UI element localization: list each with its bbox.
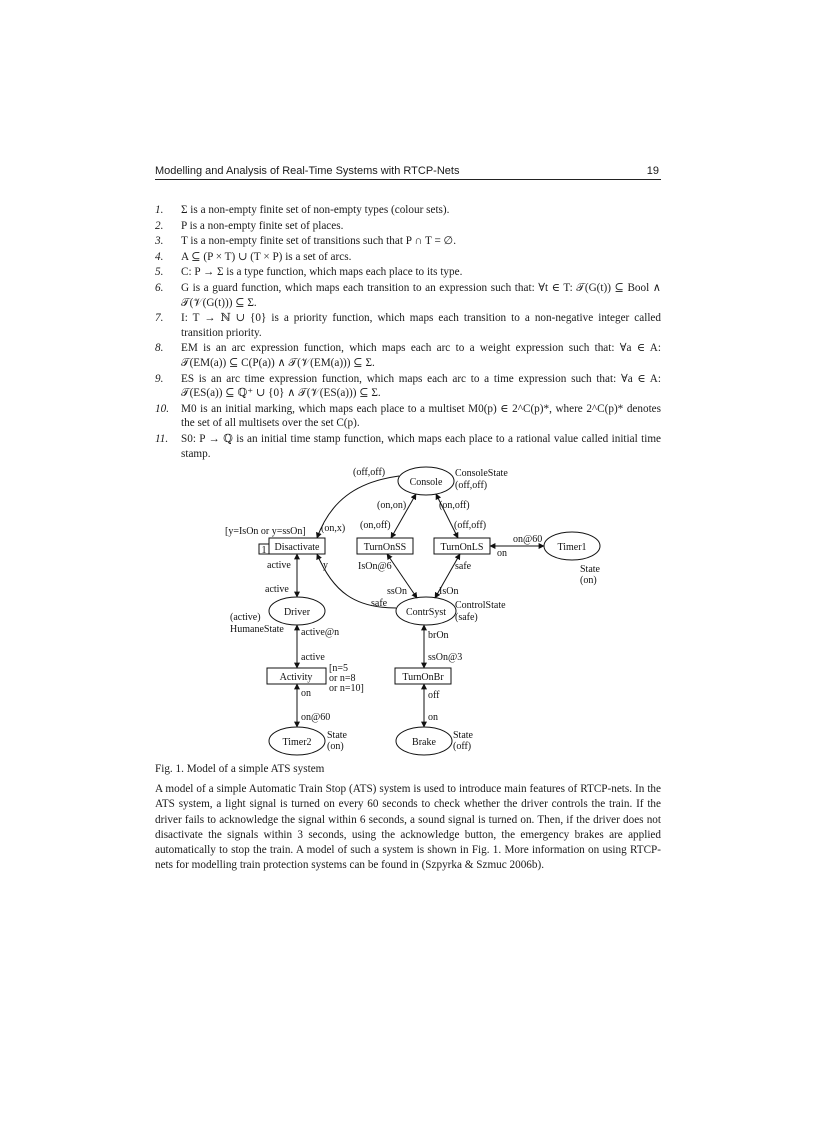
- transition-priority: 1: [261, 545, 267, 556]
- item-text: I: T → ℕ ∪ {0} is a priority function, which maps each transition to a non-negative integer called transition priority.: [181, 312, 661, 339]
- list-item: [155, 432, 661, 461]
- place-state: ConsoleState: [455, 468, 508, 479]
- arc-label: safe: [371, 598, 388, 609]
- arc-label: IsOn: [439, 586, 459, 597]
- arc-label: safe: [455, 561, 472, 572]
- arc-label: (on,off): [360, 520, 391, 531]
- arc-label: IsOn@6: [358, 561, 392, 572]
- arc-label: on@60: [301, 712, 331, 723]
- place-state: ControlState: [455, 600, 506, 611]
- arc-label: active: [265, 584, 289, 595]
- item-text: Σ is a non-empty finite set of non-empty types (colour sets).: [181, 204, 450, 216]
- item-number: 6.: [155, 281, 164, 294]
- list-item: [155, 265, 661, 280]
- page-number: 19: [646, 165, 659, 177]
- item-text: A ⊆ (P × T) ∪ (T × P) is a set of arcs.: [181, 250, 352, 263]
- list-item: [155, 341, 661, 370]
- item-text: ES is an arc time expression function, which maps each arc to a time expression such that: ∀a ∈ A: 𝒯(ES(a)) ⊆ ℚ⁺ ∪ {0} ∧ 𝒯(𝒱(ES(a))) ⊆ Σ.: [181, 372, 661, 400]
- body-paragraph: A model of a simple Automatic Train Stop (ATS) system is used to introduce main features of RTCP-nets. In the ATS system, a light signal is turned on every 60 seconds to check whether the driver controls the train. If the driver fails to acknowledge the signal within 6 seconds, a sound signal is turned on. Then, if the driver does not disactivate the signals within 3 seconds, using the acknowledge button, the emergency brakes are applied automatically to stop the train. A model of such a system is shown in Fig. 1. More information on using RTCP-nets for modelling train protection systems can be found in (Szpyrka & Szmuc 2006b).: [155, 783, 661, 872]
- place-state: HumaneState: [230, 624, 284, 635]
- list-item: [155, 250, 661, 265]
- item-number: 3.: [155, 235, 164, 248]
- item-text: G is a guard function, which maps each transition to an expression such that: ∀t ∈ T: 𝒯(G(t)) ⊆ Bool ∧ 𝒯(𝒱(G(t))) ⊆ Σ.: [181, 281, 661, 309]
- transition-label: Activity: [279, 672, 313, 683]
- place-label: Timer2: [282, 737, 312, 748]
- arc-label: active: [267, 560, 291, 571]
- arc-label: brOn: [428, 630, 449, 641]
- list-item: [155, 281, 661, 310]
- place-label: Timer1: [557, 542, 587, 553]
- petri-net-diagram: [155, 462, 661, 762]
- arc-label: ssOn@3: [428, 652, 463, 663]
- item-number: 5.: [155, 266, 164, 279]
- place-state: (on): [327, 741, 344, 752]
- place-state: (active): [230, 612, 261, 623]
- item-text: M0 is an initial marking, which maps each place to a multiset M0(p) ∈ 2^C(p)*, where 2^C(p)* denotes the set of all multisets over the set C(p).: [181, 402, 661, 430]
- item-text: T is a non-empty finite set of transitions such that P ∩ T = ∅.: [181, 235, 457, 248]
- place-state: (off,off): [455, 480, 488, 491]
- transition-guard: or n=10]: [329, 683, 364, 694]
- arc-label: (on,on): [377, 500, 407, 511]
- item-number: 4.: [155, 250, 164, 263]
- transition-guard: [y=IsOn or y=ssOn]: [225, 526, 306, 537]
- place-state: State: [580, 564, 600, 575]
- item-number: 11.: [155, 432, 169, 445]
- list-item: [155, 219, 661, 234]
- item-text: EM is an arc expression function, which maps each arc to a weight expression such that: ∀a ∈ A: 𝒯(EM(a)) ⊆ C(P(a)) ∧ 𝒯(𝒱(EM(a))) ⊆ Σ.: [181, 342, 661, 369]
- running-head: [155, 163, 661, 180]
- item-number: 10.: [155, 402, 169, 415]
- list-item: [155, 402, 661, 431]
- arc-label: on: [497, 548, 507, 559]
- list-item: [155, 234, 661, 249]
- place-state: (on): [580, 575, 597, 586]
- transition-label: TurnOnSS: [363, 542, 407, 553]
- item-number: 9.: [155, 372, 164, 385]
- transition-label: TurnOnLS: [440, 542, 484, 553]
- place-label: Driver: [283, 607, 311, 618]
- transition-guard: [n=5: [329, 663, 348, 674]
- arc-label: on@60: [513, 534, 543, 545]
- arc-label: active@n: [301, 627, 340, 638]
- arc-label: active: [301, 652, 325, 663]
- arc-label: (on,x): [321, 523, 346, 534]
- item-number: 8.: [155, 342, 164, 355]
- place-label: Console: [409, 477, 443, 488]
- arc-label: off: [428, 690, 440, 701]
- arc-label: ssOn: [387, 586, 408, 597]
- place-label: Brake: [412, 737, 436, 748]
- item-number: 7.: [155, 312, 164, 325]
- item-number: 1.: [155, 204, 164, 216]
- place-state: State: [453, 730, 473, 741]
- item-text: C: P → Σ is a type function, which maps each place to its type.: [181, 266, 463, 279]
- running-head-title: Modelling and Analysis of Real-Time Systems with RTCP-Nets: [155, 165, 460, 177]
- petri-net-figure: [155, 462, 661, 762]
- list-item: [155, 372, 661, 401]
- transition-label: TurnOnBr: [402, 672, 444, 683]
- place-label: ContrSyst: [405, 607, 447, 618]
- list-item: [155, 203, 661, 218]
- transition-guard: or n=8: [329, 673, 356, 684]
- arc-label: y: [323, 560, 328, 571]
- arc-label: (off,off): [353, 467, 386, 478]
- definition-list: [155, 203, 661, 462]
- arc-label: on: [301, 688, 311, 699]
- arc-label: (on,off): [439, 500, 470, 511]
- place-state: (safe): [455, 612, 478, 623]
- place-state: State: [327, 730, 347, 741]
- figure-caption: Fig. 1. Model of a simple ATS system: [155, 763, 325, 775]
- item-text: S0: P → ℚ is an initial time stamp function, which maps each place to a rational value called initial time stamp.: [181, 432, 661, 460]
- item-text: P is a non-empty finite set of places.: [181, 219, 344, 232]
- item-number: 2.: [155, 219, 164, 232]
- place-state: (off): [453, 741, 472, 752]
- arc-label: on: [428, 712, 438, 723]
- arc-label: (off,off): [454, 520, 487, 531]
- transition-label: Disactivate: [274, 542, 320, 553]
- list-item: [155, 311, 661, 340]
